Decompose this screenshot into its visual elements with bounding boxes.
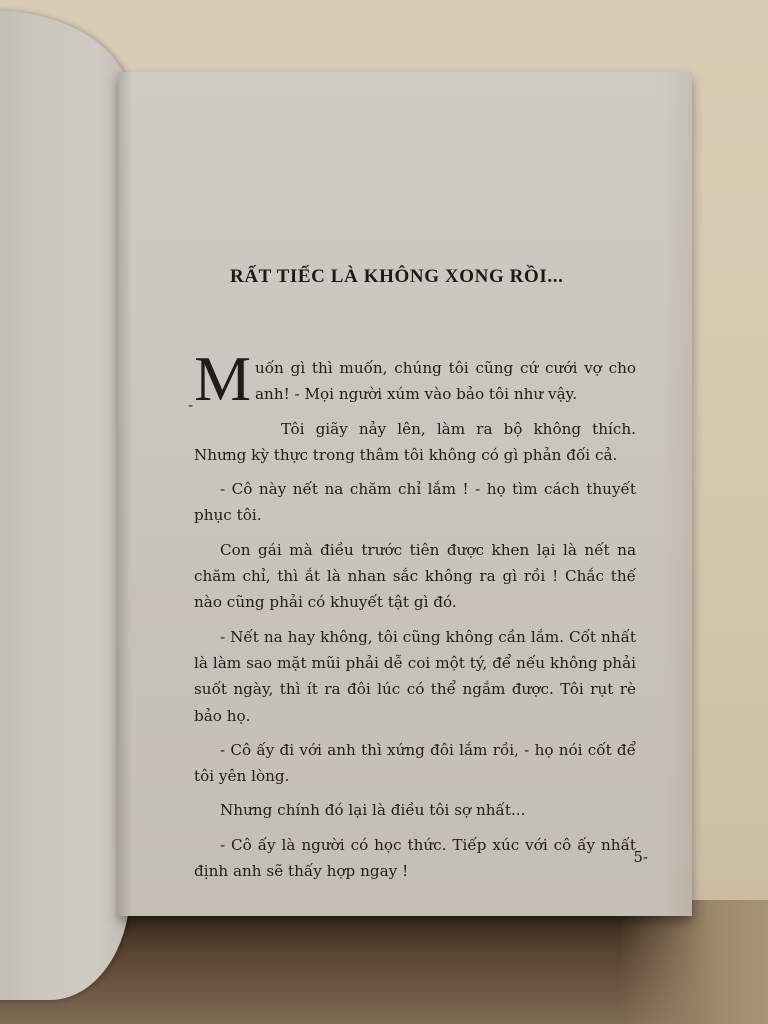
paragraph-3: - Cô này nết na chăm chỉ lắm ! - họ tìm cách thuyết phục tôi.: [194, 480, 636, 525]
chapter-title: RẤT TIẾC LÀ KHÔNG XONG RỒI...: [230, 266, 564, 287]
paragraph-text: uốn gì thì muốn, chúng tôi cũng cứ cưới vợ cho anh! - Mọi người xúm vào bảo tôi như vậy.: [254, 359, 636, 404]
paragraph-8: - Cô ấy là người có học thức. Tiếp xúc với cô ấy nhất định anh sẽ thấy hợp ngay !: [194, 835, 636, 881]
body-text: [188, 343, 636, 892]
paragraph-4: Con gái mà điều trước tiên được khen lại là nết na chăm chỉ, thì ắt là nhan sắc không ra gì rồi ! Chắc thế nào cũng phải có khuyết tật gì đó.: [194, 540, 636, 612]
left-page-curl: [0, 10, 130, 1000]
dialogue-dash: -: [188, 396, 194, 414]
table-surface: [620, 900, 768, 1024]
paragraph-7: Nhưng chính đó lại là điều tôi sợ nhất...: [220, 801, 526, 820]
paragraph-1: [188, 343, 636, 414]
drop-cap-block: [188, 343, 251, 433]
drop-cap: M: [194, 343, 251, 414]
book-page: [118, 72, 692, 916]
page-number: 5-: [633, 848, 648, 866]
paragraph-6: - Cô ấy đi với anh thì xứng đôi lắm rồi, - họ nói cốt để tôi yên lòng.: [194, 740, 636, 786]
paragraph-5: - Nết na hay không, tôi cũng không cần lắm. Cốt nhất là làm sao mặt mũi phải dễ coi một tý, để nếu không phải suốt ngày, thì ít ra đôi lúc có thể ngắm được. Tôi rụt rè bảo họ.: [194, 627, 636, 725]
paragraph-2: Tôi giãy nảy lên, làm ra bộ không thích. Nhưng kỳ thực trong thâm tôi không có gì phản đối cả.: [194, 419, 636, 464]
